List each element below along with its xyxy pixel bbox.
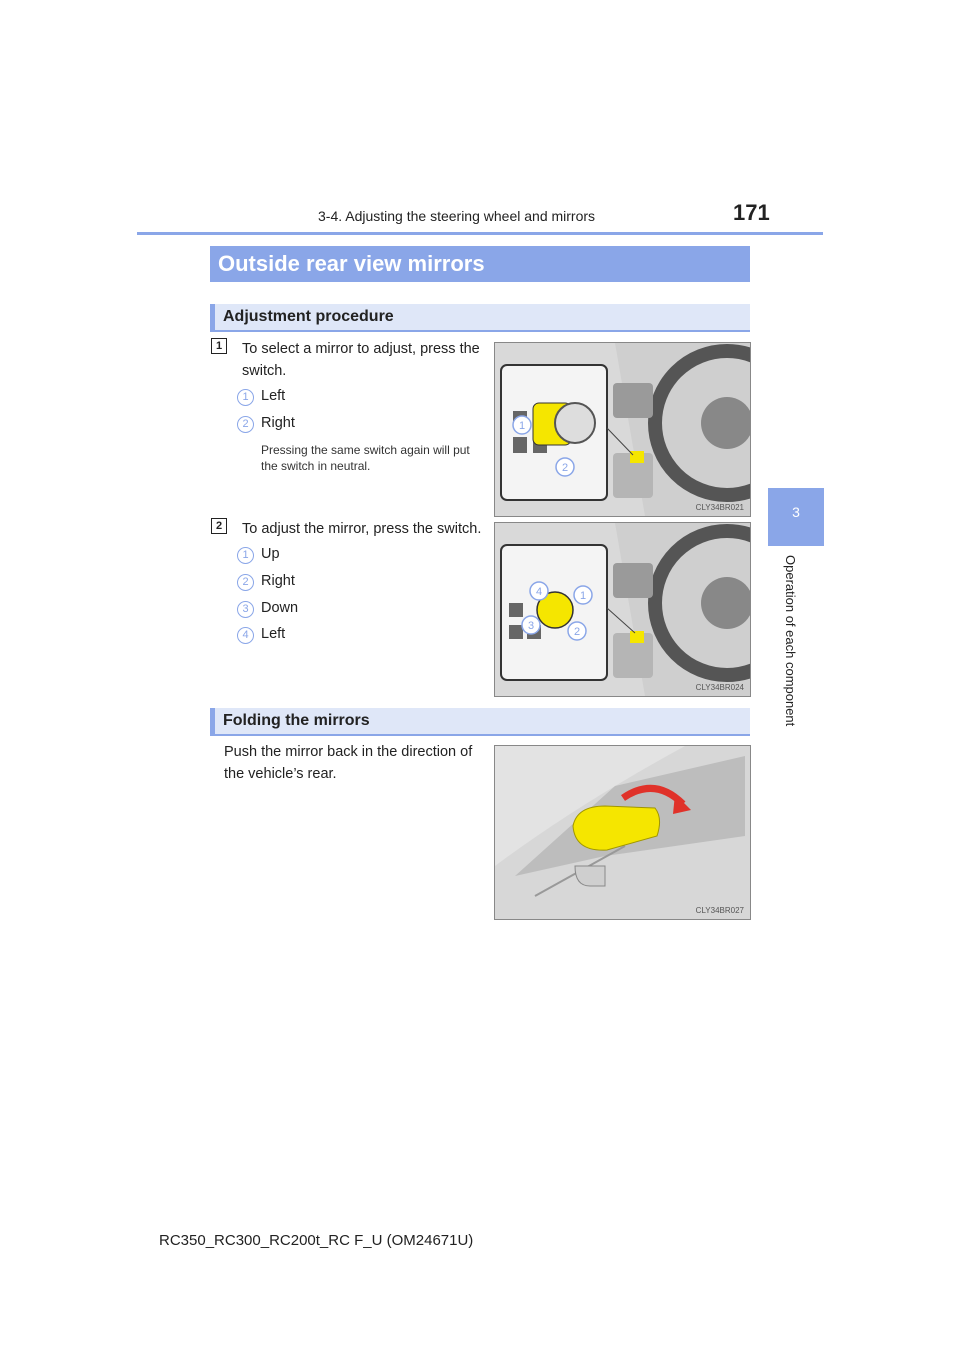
subheading-adjustment: Adjustment procedure	[210, 304, 750, 332]
step-1-item-1-number: 1	[237, 389, 254, 406]
step-2-text: To adjust the mirror, press the switch.	[242, 521, 482, 537]
step-2-item-1-number: 1	[237, 547, 254, 564]
step-1-marker: 1	[211, 338, 227, 354]
footer-model-code: RC350_RC300_RC200t_RC F_U (OM24671U)	[159, 1232, 474, 1249]
chapter-tab-label: Operation of each component	[783, 555, 798, 727]
subheading-folding: Folding the mirrors	[210, 708, 750, 736]
figure-1-code: CLY34BR021	[695, 503, 744, 512]
figure-1-callout-2: 2	[561, 462, 569, 474]
figure-2-callout-1: 1	[579, 590, 587, 602]
step-2-marker: 2	[211, 518, 227, 534]
chapter-tab-number: 3	[792, 504, 800, 520]
step-2-item-3-number: 3	[237, 601, 254, 618]
figure-2-callout-3: 3	[527, 620, 535, 632]
figure-3-code: CLY34BR027	[695, 906, 744, 915]
running-header: 3-4. Adjusting the steering wheel and mirrors	[318, 208, 596, 224]
step-2-item-2-label: Right	[261, 573, 295, 589]
figure-2-callout-2: 2	[573, 626, 581, 638]
step-1-item-2-label: Right	[261, 415, 295, 431]
header-rule	[137, 232, 823, 235]
step-1-item-2-number: 2	[237, 416, 254, 433]
step-2-item-3-label: Down	[261, 600, 299, 616]
page-number: 171	[733, 200, 770, 225]
step-1-note: Pressing the same switch again will put the switch in neutral.	[261, 443, 470, 473]
step-2-item-4-number: 4	[237, 627, 254, 644]
section-title: Outside rear view mirrors	[210, 246, 750, 282]
step-2-item-2-number: 2	[237, 574, 254, 591]
figure-mirror-adjust-switch	[494, 522, 751, 697]
step-1-item-1-label: Left	[261, 388, 286, 404]
figure-2-code: CLY34BR024	[695, 683, 744, 692]
step-2-item-1-label: Up	[261, 546, 280, 562]
figure-folding-mirror	[494, 745, 751, 920]
figure-1-callout-1: 1	[518, 420, 526, 432]
figure-mirror-select-switch	[494, 342, 751, 517]
step-2-item-4-label: Left	[261, 626, 286, 642]
step-1-text: To select a mirror to adjust, press the switch.	[242, 341, 480, 379]
figure-2-callout-4: 4	[535, 586, 543, 598]
folding-text: Push the mirror back in the direction of the vehicle’s rear.	[224, 744, 473, 782]
